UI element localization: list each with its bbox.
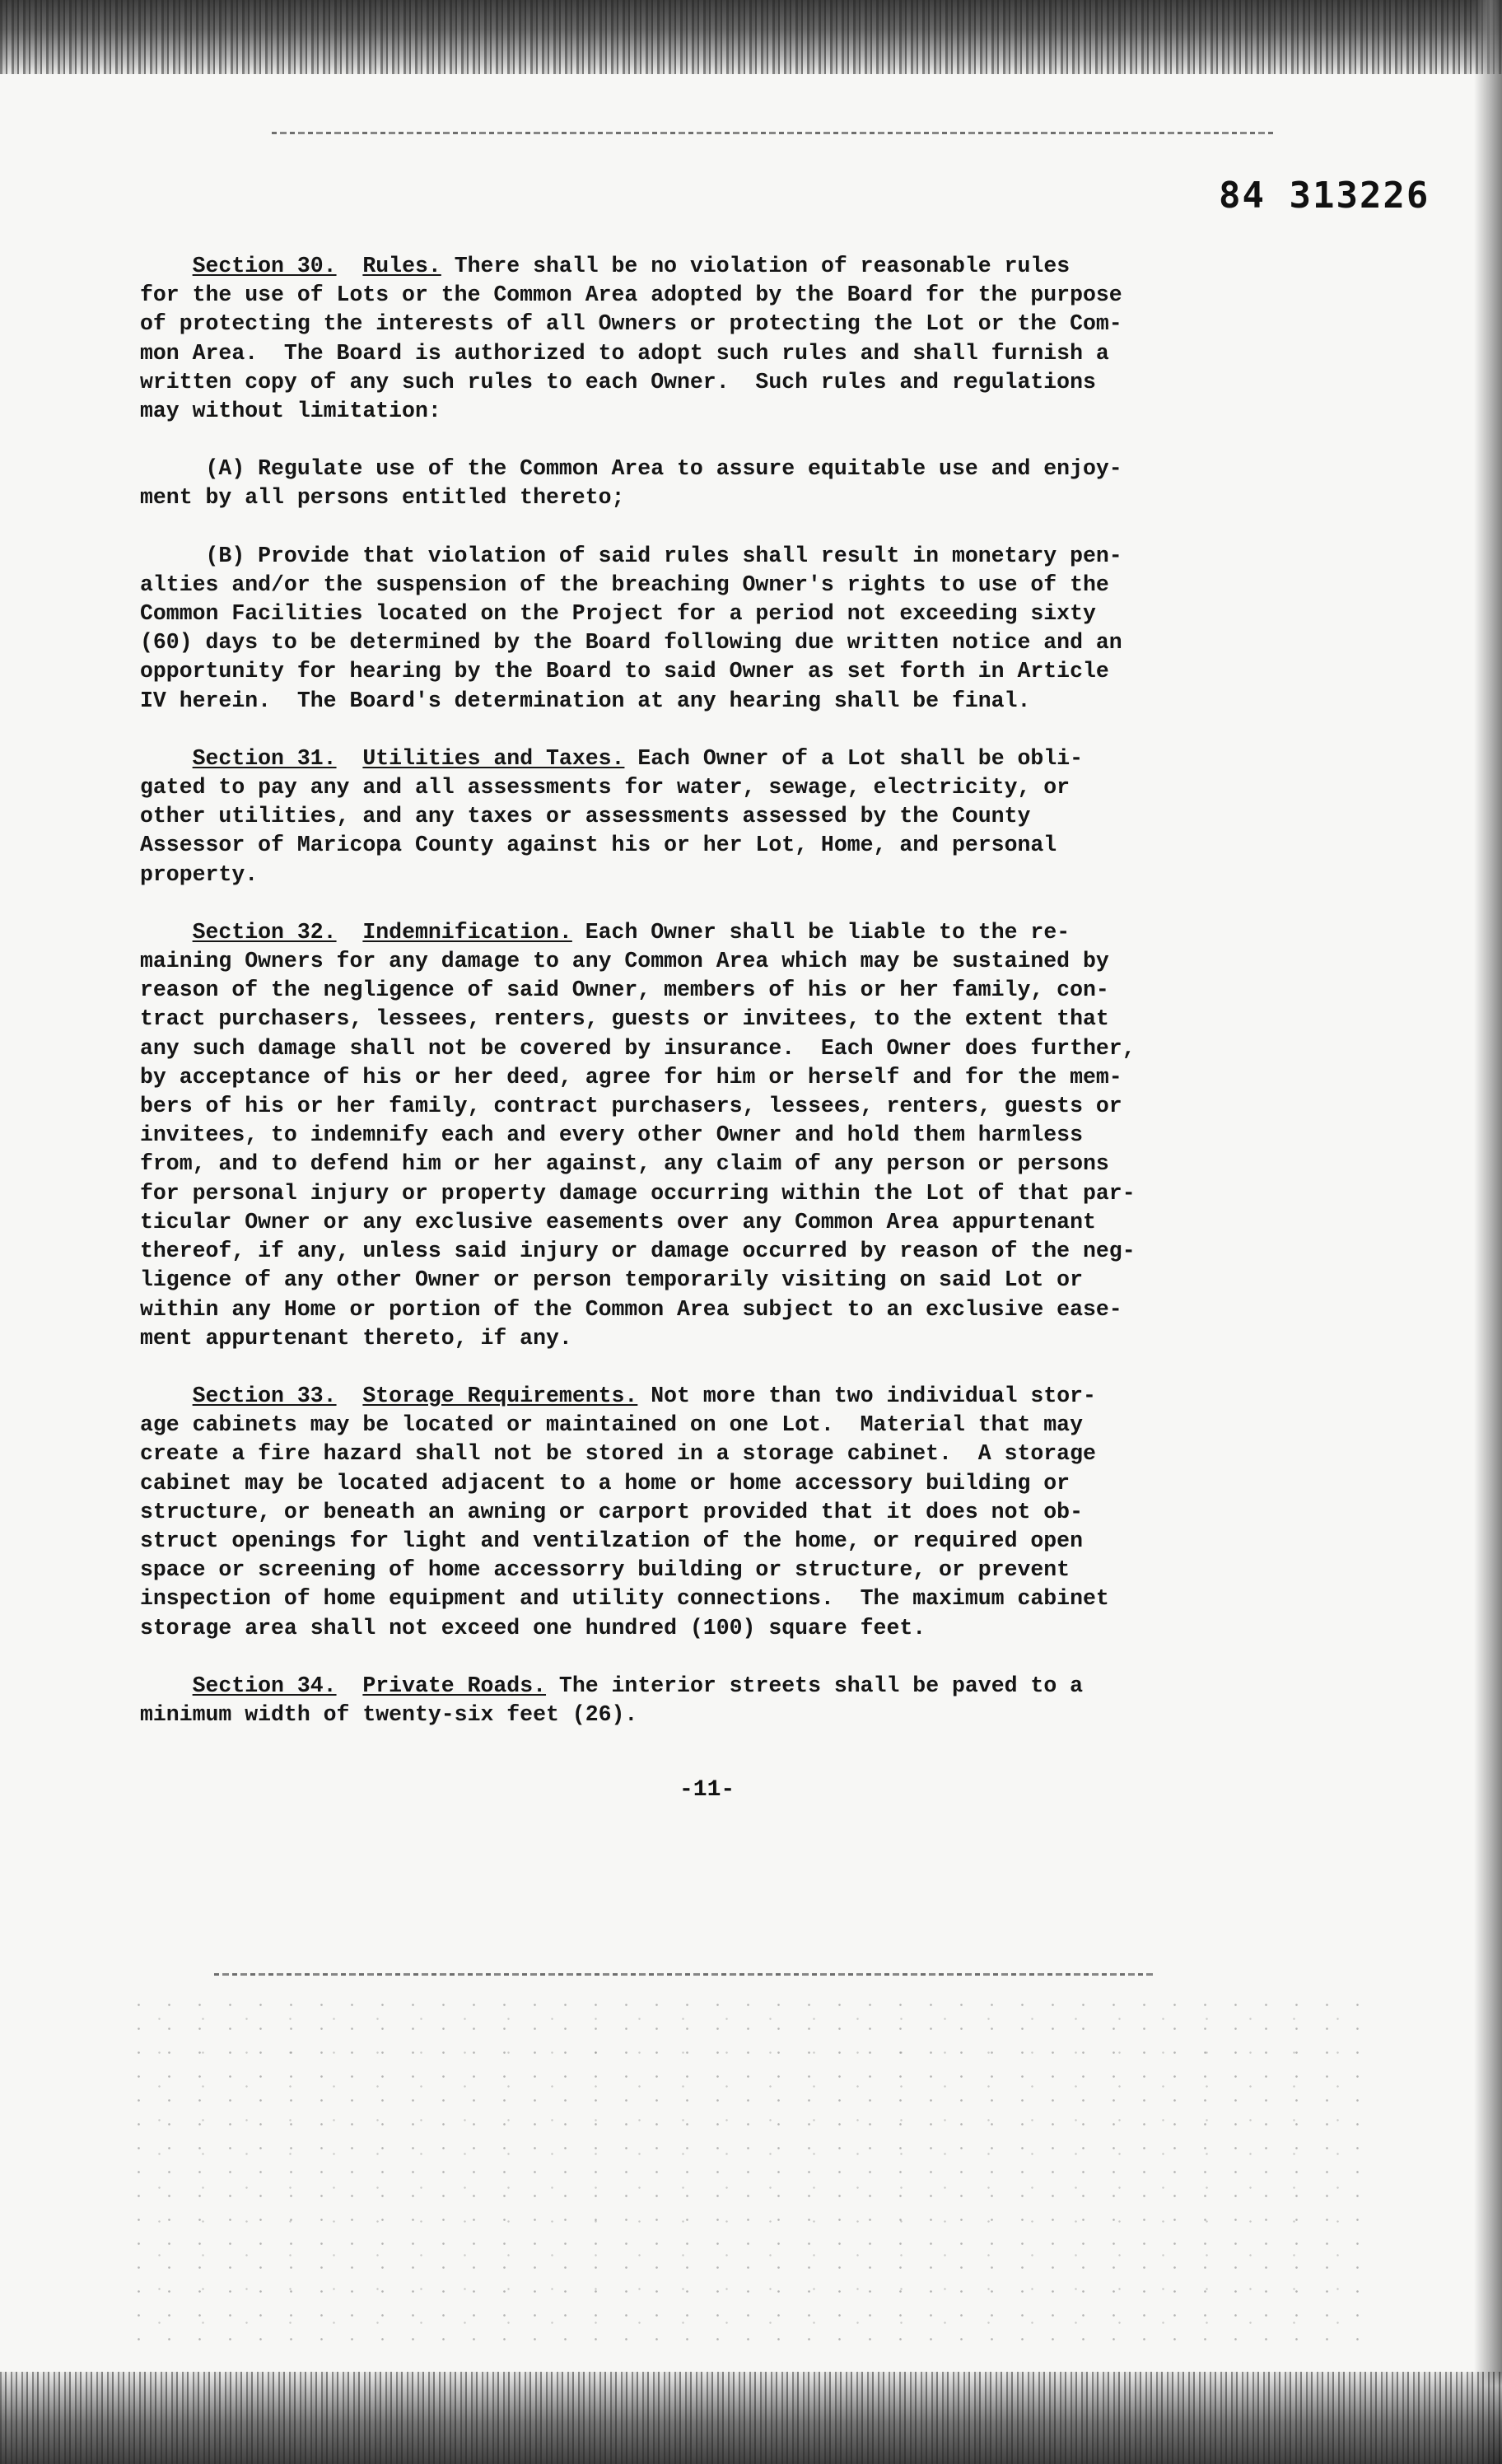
text-line: age cabinets may be located or maintained on one Lot. Material that may bbox=[140, 1412, 1083, 1438]
text-line: There shall be no violation of reasonable rules bbox=[441, 254, 1071, 278]
page-number: -11- bbox=[679, 1777, 735, 1803]
scan-smudge-bottom bbox=[214, 1973, 1153, 1976]
text-line: any such damage shall not be covered by insurance. Each Owner does further, bbox=[140, 1035, 1136, 1061]
scan-border-top bbox=[0, 0, 1502, 74]
text-line: for personal injury or property damage occurring within the Lot of that par- bbox=[140, 1180, 1136, 1206]
section-heading-number: Section 31. bbox=[192, 745, 337, 771]
text-line: gated to pay any and all assessments for water, sewage, electricity, or bbox=[140, 775, 1071, 800]
text-line: Each Owner of a Lot shall be obli- bbox=[624, 745, 1084, 771]
text-line: bers of his or her family, contract purchasers, lessees, renters, guests or bbox=[140, 1094, 1122, 1119]
text-line: (A) Regulate use of the Common Area to assure equitable use and enjoy- bbox=[140, 456, 1122, 482]
scan-border-right bbox=[1474, 0, 1502, 2464]
text-line: ment appurtenant thereto, if any. bbox=[140, 1325, 572, 1351]
text-line: The interior streets shall be paved to a bbox=[546, 1673, 1084, 1698]
text-line: minimum width of twenty-six feet (26). bbox=[140, 1701, 638, 1727]
section-33 bbox=[140, 1382, 1334, 1643]
section-32 bbox=[140, 918, 1334, 1353]
text-line: property. bbox=[140, 861, 259, 887]
text-line: tract purchasers, lessees, renters, guests or invitees, to the extent that bbox=[140, 1006, 1109, 1032]
section-31 bbox=[140, 744, 1334, 889]
text-line: space or screening of home accessorry building or structure, or prevent bbox=[140, 1557, 1071, 1583]
text-line: may without limitation: bbox=[140, 399, 441, 424]
text-line: (B) Provide that violation of said rules shall result in monetary pen- bbox=[140, 543, 1122, 568]
text-line: ligence of any other Owner or person temporarily visiting on said Lot or bbox=[140, 1267, 1083, 1293]
section-heading-title: Storage Requirements. bbox=[362, 1383, 638, 1408]
text-line: mon Area. The Board is authorized to adopt such rules and shall furnish a bbox=[140, 340, 1109, 366]
text-line: alties and/or the suspension of the breaching Owner's rights to use of the bbox=[140, 572, 1109, 597]
text-line: Assessor of Maricopa County against his or her Lot, Home, and personal bbox=[140, 833, 1057, 858]
text-line: inspection of home equipment and utility connections. The maximum cabinet bbox=[140, 1586, 1109, 1612]
document-number: 84 313226 bbox=[1219, 175, 1430, 217]
text-line: opportunity for hearing by the Board to said Owner as set forth in Article bbox=[140, 659, 1109, 684]
text-line: of protecting the interests of all Owners or protecting the Lot or the Com- bbox=[140, 311, 1122, 337]
text-line: reason of the negligence of said Owner, members of his or her family, con- bbox=[140, 978, 1109, 1003]
section-30-first-line bbox=[140, 252, 1334, 281]
text-line: written copy of any such rules to each Owner. Such rules and regulations bbox=[140, 369, 1096, 394]
section-heading-title: Utilities and Taxes. bbox=[362, 745, 625, 771]
section-33-first-line bbox=[140, 1382, 1334, 1411]
text-line: cabinet may be located adjacent to a home or home accessory building or bbox=[140, 1470, 1071, 1496]
section-30-clause-a bbox=[140, 455, 1334, 512]
section-30 bbox=[140, 252, 1334, 426]
text-line: Common Facilities located on the Project for a period not exceeding sixty bbox=[140, 601, 1096, 627]
text-line: maining Owners for any damage to any Common Area which may be sustained by bbox=[140, 949, 1109, 974]
text-line: from, and to defend him or her against, any claim of any person or persons bbox=[140, 1151, 1109, 1177]
scan-smudge-top bbox=[272, 132, 1276, 134]
text-line: for the use of Lots or the Common Area adopted by the Board for the purpose bbox=[140, 282, 1122, 308]
scan-speckle bbox=[124, 1993, 1375, 2355]
text-line: thereof, if any, unless said injury or damage occurred by reason of the neg- bbox=[140, 1239, 1136, 1264]
section-34-first-line bbox=[140, 1672, 1334, 1701]
section-30-clause-b bbox=[140, 542, 1334, 716]
section-heading-number: Section 32. bbox=[192, 919, 337, 945]
text-line: struct openings for light and ventilzation of the home, or required open bbox=[140, 1528, 1083, 1553]
section-heading-number: Section 33. bbox=[192, 1383, 337, 1408]
text-line: IV herein. The Board's determination at any hearing shall be final. bbox=[140, 688, 1031, 713]
section-34 bbox=[140, 1672, 1334, 1729]
document-body bbox=[140, 252, 1334, 1729]
section-32-first-line bbox=[140, 918, 1334, 947]
section-heading-title: Rules. bbox=[362, 254, 441, 278]
section-heading-number: Section 34. bbox=[192, 1673, 337, 1698]
text-line: create a fire hazard shall not be stored in a storage cabinet. A storage bbox=[140, 1441, 1096, 1467]
section-heading-number: Section 30. bbox=[192, 254, 337, 278]
section-heading-title: Private Roads. bbox=[362, 1673, 547, 1698]
text-line: Each Owner shall be liable to the re- bbox=[571, 919, 1071, 945]
text-line: (60) days to be determined by the Board following due written notice and an bbox=[140, 630, 1122, 656]
text-line: by acceptance of his or her deed, agree for him or herself and for the mem- bbox=[140, 1064, 1122, 1090]
section-31-first-line bbox=[140, 744, 1334, 773]
text-line: ticular Owner or any exclusive easements over any Common Area appurtenant bbox=[140, 1209, 1096, 1234]
text-line: storage area shall not exceed one hundred (100) square feet. bbox=[140, 1615, 926, 1640]
scan-border-bottom bbox=[0, 2372, 1502, 2464]
text-line: within any Home or portion of the Common Area subject to an exclusive ease- bbox=[140, 1296, 1122, 1322]
section-heading-title: Indemnification. bbox=[362, 919, 572, 945]
text-line: other utilities, and any taxes or assessments assessed by the County bbox=[140, 804, 1031, 829]
text-line: Not more than two individual stor- bbox=[637, 1383, 1096, 1408]
text-line: invitees, to indemnify each and every other Owner and hold them harmless bbox=[140, 1122, 1083, 1148]
text-line: structure, or beneath an awning or carport provided that it does not ob- bbox=[140, 1499, 1083, 1524]
text-line: ment by all persons entitled thereto; bbox=[140, 485, 625, 511]
